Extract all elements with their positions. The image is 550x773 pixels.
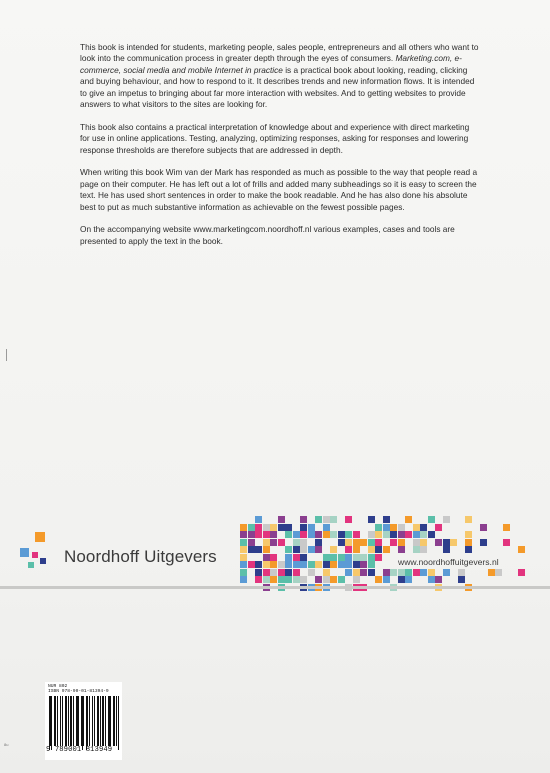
- spine-tick: [6, 349, 7, 361]
- mosaic-pixel: [368, 569, 375, 576]
- mosaic-pixel: [345, 516, 352, 523]
- mosaic-pixel: [480, 524, 487, 531]
- mosaic-pixel: [263, 539, 270, 546]
- mosaic-pixel: [285, 576, 292, 583]
- mosaic-pixel: [398, 546, 405, 553]
- mosaic-pixel: [270, 576, 277, 583]
- mosaic-pixel: [398, 576, 405, 583]
- mosaic-pixel: [405, 531, 412, 538]
- publisher-website[interactable]: www.noordhoffuitgevers.nl: [398, 557, 499, 567]
- mosaic-pixel: [390, 531, 397, 538]
- mosaic-pixel: [360, 561, 367, 568]
- mosaic-pixel: [345, 569, 352, 576]
- mosaic-pixel: [300, 524, 307, 531]
- blurb-paragraph-3: When writing this book Wim van der Mark has responded as much as possible to the way that people read a page on their computer. He has left out a lot of frills and added many subheadings so it is easy to screen the text. He has used short sentences in order to make the book readable. And he has also done his absolute best to put as much substantive information as achievable on the fewest possible pages.: [80, 167, 478, 212]
- mosaic-pixel: [353, 569, 360, 576]
- mosaic-pixel: [428, 531, 435, 538]
- mosaic-pixel: [270, 554, 277, 561]
- mosaic-pixel: [323, 569, 330, 576]
- mosaic-pixel: [353, 531, 360, 538]
- blurb-paragraph-1: [80, 42, 480, 110]
- mosaic-pixel: [383, 516, 390, 523]
- mosaic-pixel: [518, 546, 525, 553]
- mosaic-pixel: [315, 561, 322, 568]
- mosaic-pixel: [465, 516, 472, 523]
- mosaic-pixel: [255, 531, 262, 538]
- mosaic-pixel: [255, 561, 262, 568]
- mosaic-pixel: [323, 531, 330, 538]
- mosaic-pixel: [278, 524, 285, 531]
- mosaic-pixel: [353, 539, 360, 546]
- mosaic-pixel: [323, 524, 330, 531]
- mosaic-pixel: [270, 531, 277, 538]
- mosaic-pixel: [248, 561, 255, 568]
- mosaic-pixel: [330, 546, 337, 553]
- mosaic-pixel: [270, 561, 277, 568]
- mosaic-pixel: [518, 569, 525, 576]
- mosaic-pixel: [315, 531, 322, 538]
- mosaic-pixel: [278, 561, 285, 568]
- mosaic-pixel: [240, 539, 247, 546]
- mosaic-pixel: [270, 524, 277, 531]
- mosaic-pixel: [495, 569, 502, 576]
- mosaic-pixel: [443, 546, 450, 553]
- mosaic-pixel: [270, 539, 277, 546]
- mosaic-pixel: [450, 539, 457, 546]
- mosaic-pixel: [398, 569, 405, 576]
- mosaic-pixel: [293, 554, 300, 561]
- mosaic-pixel: [390, 569, 397, 576]
- mosaic-pixel: [263, 554, 270, 561]
- mosaic-pixel: [405, 569, 412, 576]
- mosaic-pixel: [293, 569, 300, 576]
- mosaic-pixel: [293, 561, 300, 568]
- mosaic-pixel: [420, 546, 427, 553]
- mosaic-pixel: [413, 546, 420, 553]
- mosaic-pixel: [420, 569, 427, 576]
- mosaic-pixel: [413, 524, 420, 531]
- mosaic-pixel: [263, 576, 270, 583]
- mosaic-pixel: [338, 576, 345, 583]
- mosaic-pixel: [375, 554, 382, 561]
- mosaic-pixel: [503, 524, 510, 531]
- mosaic-pixel: [263, 561, 270, 568]
- mosaic-pixel: [315, 576, 322, 583]
- mosaic-pixel: [270, 569, 277, 576]
- mosaic-pixel: [420, 539, 427, 546]
- mosaic-pixel: [285, 561, 292, 568]
- back-cover-blurb: [80, 42, 480, 259]
- mosaic-pixel: [428, 576, 435, 583]
- mosaic-pixel: [293, 539, 300, 546]
- mosaic-pixel: [368, 561, 375, 568]
- mosaic-pixel: [428, 569, 435, 576]
- mosaic-pixel: [278, 516, 285, 523]
- mosaic-pixel: [383, 531, 390, 538]
- mosaic-pixel: [390, 524, 397, 531]
- mosaic-pixel: [465, 539, 472, 546]
- mosaic-pixel: [293, 576, 300, 583]
- mosaic-pixel: [368, 531, 375, 538]
- mosaic-pixel: [323, 516, 330, 523]
- mosaic-pixel: [255, 569, 262, 576]
- mosaic-pixel: [420, 524, 427, 531]
- mosaic-pixel: [323, 554, 330, 561]
- mosaic-pixel: [435, 576, 442, 583]
- cover-fold-line: [0, 586, 550, 589]
- barcode-bars: [49, 696, 119, 746]
- mosaic-pixel: [308, 524, 315, 531]
- mosaic-pixel: [360, 554, 367, 561]
- mosaic-pixel: [383, 569, 390, 576]
- mosaic-pixel: [368, 554, 375, 561]
- mosaic-pixel: [285, 524, 292, 531]
- mosaic-pixel: [360, 539, 367, 546]
- mosaic-pixel: [248, 531, 255, 538]
- mosaic-pixel: [255, 576, 262, 583]
- blurb-text: is a practical book about looking, reading, clicking and buying behaviour, and how to respond to it. It describes trends and new information flows. It is intended to give an impetus to bringing about far more interaction with websites. And to getting websites to provide answers to what visitors to the sites are looking for.: [80, 64, 475, 110]
- mosaic-pixel: [338, 539, 345, 546]
- mosaic-pixel: [255, 546, 262, 553]
- mosaic-pixel: [480, 539, 487, 546]
- mosaic-pixel: [300, 516, 307, 523]
- mosaic-pixel: [278, 576, 285, 583]
- barcode-digits: 9 789001 813949: [46, 746, 113, 754]
- mosaic-pixel: [375, 576, 382, 583]
- mosaic-pixel: [293, 546, 300, 553]
- mosaic-pixel: [405, 576, 412, 583]
- mosaic-pixel: [360, 569, 367, 576]
- mosaic-pixel: [353, 576, 360, 583]
- mosaic-pixel: [330, 561, 337, 568]
- mosaic-pixel: [465, 546, 472, 553]
- mosaic-pixel: [338, 531, 345, 538]
- mosaic-pixel: [285, 554, 292, 561]
- mosaic-pixel: [300, 576, 307, 583]
- isbn-barcode: [45, 682, 122, 760]
- mosaic-pixel: [330, 531, 337, 538]
- mosaic-pixel: [345, 561, 352, 568]
- mosaic-pixel: [263, 531, 270, 538]
- mosaic-pixel: [345, 554, 352, 561]
- mosaic-pixel: [345, 539, 352, 546]
- mosaic-pixel: [240, 569, 247, 576]
- mosaic-pixel: [248, 524, 255, 531]
- mosaic-pixel: [323, 576, 330, 583]
- nur-code: NUR 802: [48, 684, 68, 689]
- mosaic-pixel: [285, 569, 292, 576]
- mosaic-pixel: [330, 516, 337, 523]
- mosaic-pixel: [443, 539, 450, 546]
- mosaic-pixel: [308, 546, 315, 553]
- mosaic-pixel: [285, 531, 292, 538]
- mosaic-pixel: [248, 546, 255, 553]
- mosaic-pixel: [330, 554, 337, 561]
- mosaic-pixel: [428, 516, 435, 523]
- mosaic-pixel: [300, 554, 307, 561]
- mosaic-pixel: [255, 516, 262, 523]
- mosaic-pixel: [308, 531, 315, 538]
- mosaic-pixel: [420, 531, 427, 538]
- mosaic-pixel: [315, 539, 322, 546]
- mosaic-pixel: [240, 531, 247, 538]
- mosaic-pixel: [293, 531, 300, 538]
- mosaic-pixel: [240, 554, 247, 561]
- mosaic-pixel: [368, 539, 375, 546]
- mosaic-pixel: [368, 516, 375, 523]
- mosaic-pixel: [368, 546, 375, 553]
- mosaic-pixel: [398, 531, 405, 538]
- blurb-paragraph-4: On the accompanying website www.marketingcom.noordhoff.nl various examples, cases and tools are presented to apply the text in the book.: [80, 224, 455, 246]
- mosaic-pixel: [383, 546, 390, 553]
- mosaic-pixel: [315, 546, 322, 553]
- mosaic-pixel: [435, 539, 442, 546]
- mosaic-pixel: [240, 546, 247, 553]
- mosaic-pixel: [263, 524, 270, 531]
- mosaic-pixel: [240, 576, 247, 583]
- mosaic-pixel: [345, 546, 352, 553]
- mosaic-pixel: [405, 516, 412, 523]
- mosaic-pixel: [443, 516, 450, 523]
- mosaic-pixel: [263, 569, 270, 576]
- mosaic-pixel: [375, 531, 382, 538]
- mosaic-pixel: [398, 524, 405, 531]
- publisher-name: Noordhoff Uitgevers: [64, 547, 217, 566]
- noordhoff-squares-logo-icon: [20, 532, 50, 576]
- mosaic-pixel: [278, 569, 285, 576]
- mosaic-pixel: [248, 539, 255, 546]
- blurb-paragraph-2: This book also contains a practical interpretation of knowledge about and experience with direct marketing for use in online applications. Testing, analyzing, optimizing responses, asking for responses and lowering response thresholds are therefore subjects that are addressed in depth.: [80, 121, 470, 155]
- mosaic-pixel: [300, 539, 307, 546]
- mosaic-pixel: [308, 569, 315, 576]
- mosaic-pixel: [390, 539, 397, 546]
- mosaic-pixel: [503, 539, 510, 546]
- blurb-text: This book is intended for students, marketing people, sales people, entrepreneurs and all others who want to look into the communication process in greater depth through the eyes of consumers.: [80, 42, 479, 64]
- mosaic-pixel: [375, 539, 382, 546]
- mosaic-pixel: [353, 546, 360, 553]
- mosaic-pixel: [458, 569, 465, 576]
- mosaic-pixel: [315, 516, 322, 523]
- mosaic-pixel: [255, 524, 262, 531]
- mosaic-pixel: [338, 561, 345, 568]
- mosaic-pixel: [458, 576, 465, 583]
- isbn-number: ISBN 978-90-01-81394-9: [48, 689, 109, 695]
- mosaic-pixel: [383, 524, 390, 531]
- mosaic-pixel: [300, 561, 307, 568]
- mosaic-pixel: [398, 539, 405, 546]
- book-title-italic: Marketing.com, e-commerce, social media and mobile Internet in practice: [80, 53, 462, 75]
- mosaic-pixel: [375, 524, 382, 531]
- mosaic-pixel: [383, 576, 390, 583]
- mosaic-pixel: [443, 569, 450, 576]
- mosaic-pixel: [345, 531, 352, 538]
- mosaic-pixel: [278, 539, 285, 546]
- mosaic-pixel: [300, 531, 307, 538]
- mosaic-pixel: [263, 546, 270, 553]
- corner-mark: 8u: [4, 742, 9, 747]
- mosaic-pixel: [353, 561, 360, 568]
- barcode-bar: [57, 696, 58, 746]
- mosaic-pixel: [323, 561, 330, 568]
- mosaic-pixel: [435, 524, 442, 531]
- mosaic-pixel: [413, 569, 420, 576]
- mosaic-pixel: [375, 546, 382, 553]
- mosaic-pixel: [240, 561, 247, 568]
- mosaic-pixel: [330, 576, 337, 583]
- mosaic-pixel: [465, 531, 472, 538]
- mosaic-pixel: [285, 546, 292, 553]
- mosaic-pixel: [308, 561, 315, 568]
- mosaic-pixel: [300, 546, 307, 553]
- mosaic-pixel: [353, 554, 360, 561]
- mosaic-pixel: [488, 569, 495, 576]
- barcode-meta: [48, 684, 109, 695]
- mosaic-pixel: [413, 539, 420, 546]
- mosaic-pixel: [338, 554, 345, 561]
- mosaic-pixel: [240, 524, 247, 531]
- mosaic-pixel: [413, 531, 420, 538]
